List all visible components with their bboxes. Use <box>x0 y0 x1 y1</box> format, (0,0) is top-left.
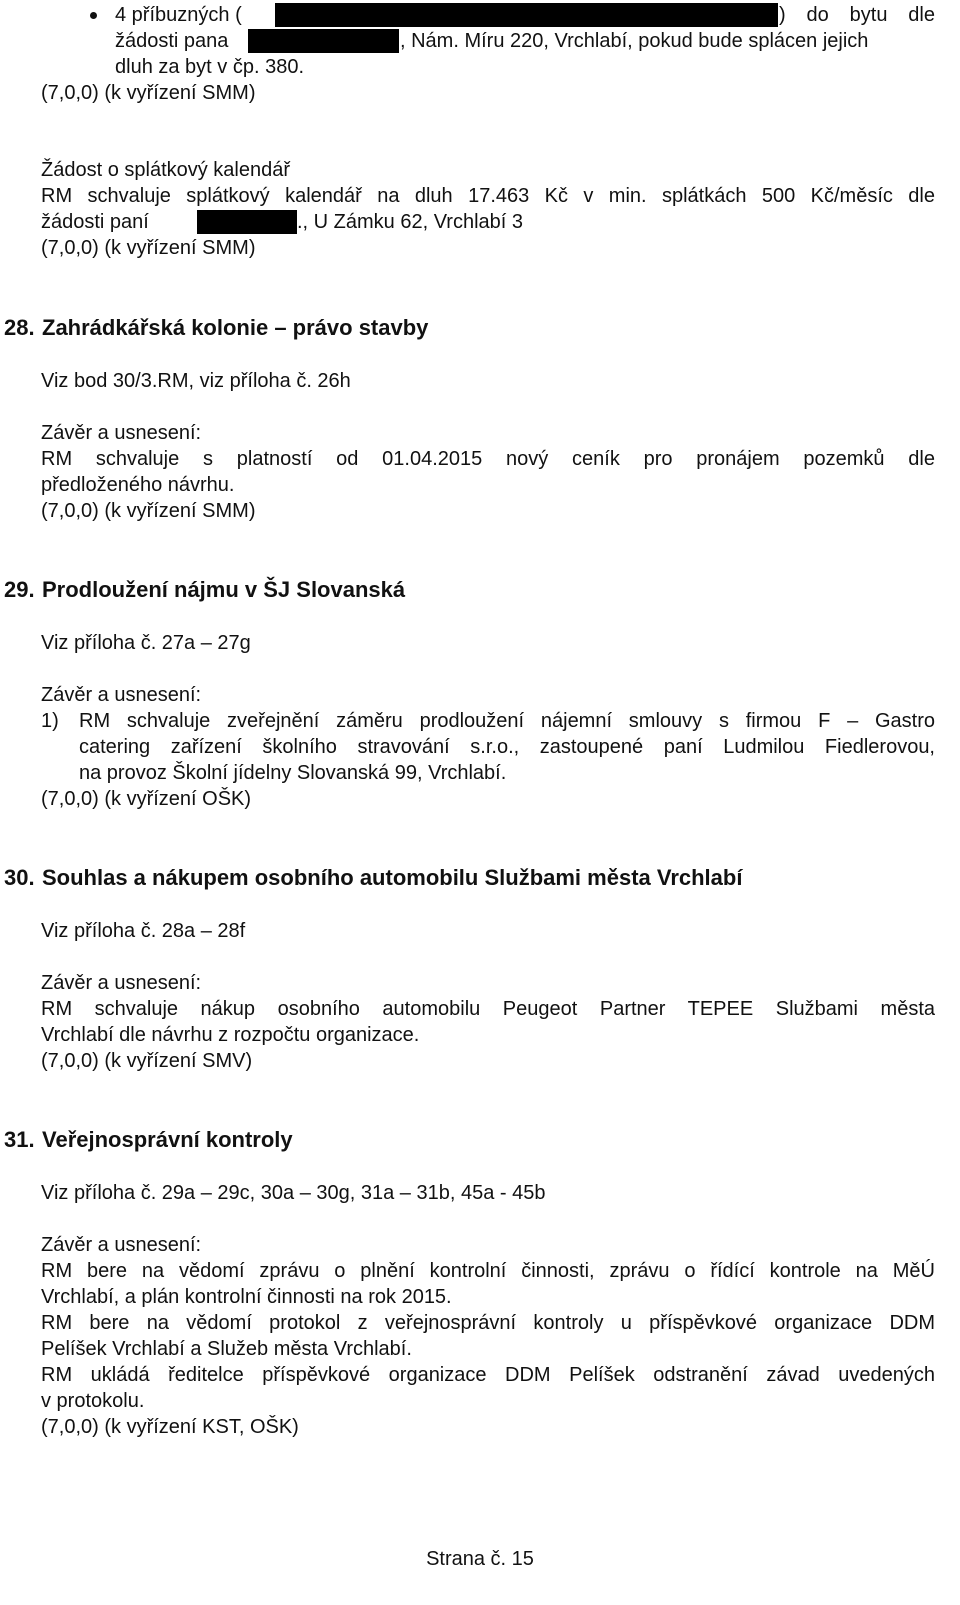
resolution-paragraph-2-line-1: RM bere na vědomí protokol z veřejnosprávní kontroly u příspěvkové organizace DDM <box>41 1312 935 1334</box>
page-number: Strana č. 15 <box>426 1548 534 1570</box>
attachment-reference: Viz bod 30/3.RM, viz příloha č. 26h <box>41 370 351 392</box>
resolution-line-2: catering zařízení školního stravování s.r.o., zastoupené paní Ludmilou Fiedlerovou, <box>79 736 935 758</box>
section-heading-28 <box>4 314 428 342</box>
installment-title: Žádost o splátkový kalendář <box>41 159 291 181</box>
resolution-label: Závěr a usnesení: <box>41 684 202 706</box>
installment-line-1: RM schvaluje splátkový kalendář na dluh 17.463 Kč v min. splátkách 500 Kč/měsíc dle <box>41 185 935 207</box>
section-title: Veřejnosprávní kontroly <box>42 1127 293 1152</box>
section-heading-30 <box>4 864 742 892</box>
redaction-block <box>275 3 778 27</box>
resolution-paragraph-3-line-2: v protokolu. <box>41 1390 145 1412</box>
relatives-line-2b: , Nám. Míru 220, Vrchlabí, pokud bude splácen jejich <box>400 30 869 52</box>
section-title: Zahrádkářská kolonie – právo stavby <box>42 315 429 340</box>
redaction-block <box>197 210 297 234</box>
section-number: 28. <box>4 315 35 340</box>
vote-result: (7,0,0) (k vyřízení KST, OŠK) <box>41 1416 299 1438</box>
section-number: 31. <box>4 1127 35 1152</box>
vote-result: (7,0,0) (k vyřízení SMM) <box>41 82 256 104</box>
relatives-line-1a: 4 příbuzných ( <box>115 4 242 26</box>
section-heading-31 <box>4 1126 293 1154</box>
vote-result: (7,0,0) (k vyřízení OŠK) <box>41 788 252 810</box>
section-title: Souhlas a nákupem osobního automobilu Službami města Vrchlabí <box>42 865 743 890</box>
attachment-reference: Viz příloha č. 27a – 27g <box>41 632 251 654</box>
attachment-reference: Viz příloha č. 28a – 28f <box>41 920 246 942</box>
installment-line-2b: ., U Zámku 62, Vrchlabí 3 <box>297 211 524 233</box>
redaction-block <box>248 29 399 53</box>
resolution-label: Závěr a usnesení: <box>41 422 202 444</box>
resolution-paragraph-1-line-1: RM bere na vědomí zprávu o plnění kontrolní činnosti, zprávu o řídící kontrole na MěÚ <box>41 1260 935 1282</box>
installment-line-2a: žádosti paní <box>41 211 149 233</box>
resolution-line-2: předloženého návrhu. <box>41 474 235 496</box>
resolution-label: Závěr a usnesení: <box>41 1234 202 1256</box>
attachment-reference: Viz příloha č. 29a – 29c, 30a – 30g, 31a – 31b, 45a - 45b <box>41 1182 546 1204</box>
resolution-line-1: RM schvaluje nákup osobního automobilu Peugeot Partner TEPEE Službami města <box>41 998 935 1020</box>
vote-result: (7,0,0) (k vyřízení SMM) <box>41 237 256 259</box>
section-number: 30. <box>4 865 35 890</box>
vote-result: (7,0,0) (k vyřízení SMM) <box>41 500 256 522</box>
bullet-icon <box>90 12 97 19</box>
section-number: 29. <box>4 577 35 602</box>
resolution-line-1: RM schvaluje zveřejnění záměru prodloužení nájemní smlouvy s firmou F – Gastro <box>79 710 935 732</box>
relatives-line-2a: žádosti pana <box>115 30 229 52</box>
relatives-line-3: dluh za byt v čp. 380. <box>115 56 305 78</box>
resolution-line-3: na provoz Školní jídelny Slovanská 99, Vrchlabí. <box>79 762 507 784</box>
resolution-paragraph-1-line-2: Vrchlabí, a plán kontrolní činnosti na rok 2015. <box>41 1286 452 1308</box>
resolution-line-2: Vrchlabí dle návrhu z rozpočtu organizace. <box>41 1024 420 1046</box>
relatives-line-1b: ) do bytu dle <box>779 4 935 26</box>
resolution-line-1: RM schvaluje s platností od 01.04.2015 nový ceník pro pronájem pozemků dle <box>41 448 935 470</box>
list-number: 1) <box>41 710 59 732</box>
vote-result: (7,0,0) (k vyřízení SMV) <box>41 1050 253 1072</box>
resolution-paragraph-3-line-1: RM ukládá ředitelce příspěvkové organizace DDM Pelíšek odstranění závad uvedených <box>41 1364 935 1386</box>
resolution-paragraph-2-line-2: Pelíšek Vrchlabí a Služeb města Vrchlabí. <box>41 1338 412 1360</box>
resolution-label: Závěr a usnesení: <box>41 972 202 994</box>
section-heading-29 <box>4 576 405 604</box>
section-title: Prodloužení nájmu v ŠJ Slovanská <box>42 577 406 602</box>
